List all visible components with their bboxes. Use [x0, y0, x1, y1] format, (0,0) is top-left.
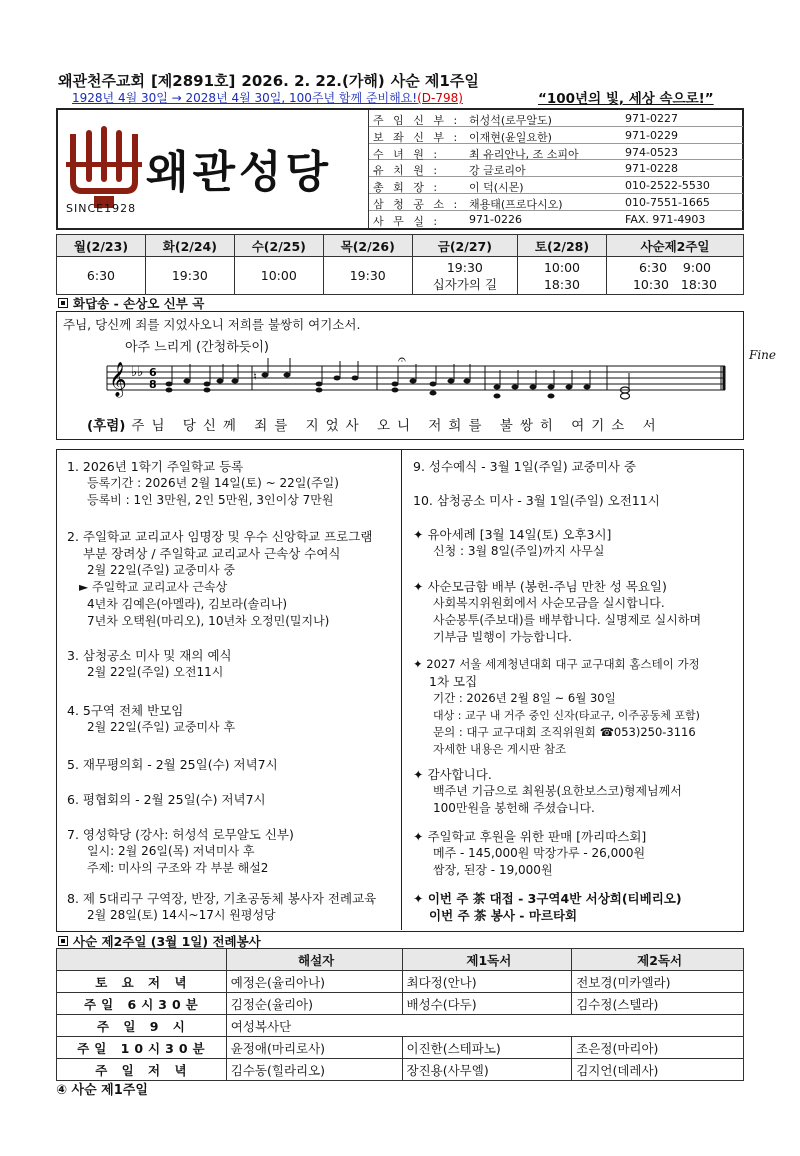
announcement-title: 8. 제 5대리구 구역장, 반장, 기초공동체 봉사자 전례교육 — [67, 891, 377, 906]
announcement-title-cont: 이번 주 茶 봉사 - 마르타회 — [429, 908, 578, 923]
announcement-title: 3. 삼청공소 미사 및 재의 예식 — [67, 648, 232, 663]
logo-since: SINCE1928 — [66, 202, 137, 215]
roster-row — [57, 993, 744, 1015]
announcement-title: 6. 평협회의 - 2월 25일(수) 저녁7시 — [67, 792, 266, 807]
announcement-line: 등록기간 : 2026년 2월 14일(토) ~ 22일(주일) — [87, 476, 339, 490]
parish-name: 왜관천주교회 — [58, 72, 145, 90]
centennial-banner — [72, 89, 463, 106]
treble-clef-icon: 𝄞 — [109, 362, 127, 397]
hymn-label-text: 화답송 - 손상오 신부 곡 — [73, 296, 205, 311]
music-staff — [57, 356, 745, 416]
announcement-line: 기간 : 2026년 2월 8일 ~ 6월 30일 — [433, 691, 616, 705]
checkbox-bullet-icon — [58, 936, 68, 946]
announcement-title: ✦ 이번 주 茶 대접 - 3구역4반 서상희(티베리오) — [413, 891, 682, 906]
announcement-title: 1. 2026년 1학기 주일학교 등록 — [67, 459, 244, 474]
staff-role: 삼 청 공 소 : — [373, 198, 461, 211]
announcement-title: ✦ 감사합니다. — [413, 767, 492, 782]
column-divider — [401, 450, 402, 930]
time-line: 십자가의 길 — [432, 276, 498, 292]
staff-name: 허성석(로무알도) — [469, 114, 552, 127]
announcement-title: ✦ 사순모금함 배부 (봉헌-주님 만찬 성 목요일) — [413, 579, 667, 594]
announcement-line: 2월 28일(토) 14시~17시 원평성당 — [87, 908, 276, 922]
logo-wordmark: 왜관성당 — [146, 147, 333, 198]
roster-row — [57, 1059, 744, 1081]
announcement-item — [67, 791, 266, 808]
motto: “100년의 빛, 세상 속으로!” — [538, 91, 714, 107]
staff-role: 유 치 원 : — [373, 164, 441, 178]
bulletin-title — [58, 70, 485, 91]
time-line: 19:30 — [446, 259, 483, 275]
hymn-fine: Fine — [749, 348, 776, 362]
roster-mass-time: 토 요 저 녁 — [57, 971, 227, 993]
time-line: 10:00 — [543, 259, 580, 275]
staff-name: 이재현(윤일요한) — [469, 130, 552, 144]
staff-role: 수 녀 원 : — [373, 147, 441, 161]
announcement-line: 백주년 기금으로 최원봉(요한보스코)형제님께서 — [433, 784, 682, 798]
staff-role: 사 무 실 : — [373, 214, 441, 228]
announcement-item — [413, 766, 682, 817]
roster-header-row — [57, 949, 744, 971]
schedule-time — [145, 257, 234, 295]
announcement-line: 사순봉투(주보대)를 배부합니다. 실명제로 실시하며 — [433, 613, 702, 627]
church-logo-icon — [64, 124, 144, 212]
announcement-line: 2월 22일(주일) 교중미사 후 — [87, 720, 236, 734]
roster-header: 제2독서 — [572, 949, 744, 971]
centennial-text: 1928년 4월 30일 → 2028년 4월 30일, 100주년 함께 준비해요! — [72, 91, 418, 105]
announcement-subhead: ► 주일학교 교리교사 근속상 — [79, 580, 228, 594]
announcement-title-cont: 1차 모집 — [429, 674, 478, 689]
mass-schedule-table — [56, 234, 744, 295]
staff-row — [369, 127, 743, 144]
announcement-item — [67, 528, 372, 630]
announcement-line: 2월 22일(주일) 오전11시 — [87, 665, 224, 679]
checkbox-bullet-icon — [58, 298, 68, 308]
announcement-item — [413, 828, 646, 879]
schedule-day: 금(2/27) — [412, 235, 517, 257]
staff-directory — [368, 110, 742, 228]
announcement-item — [413, 656, 700, 758]
page-footer: ④ 사순 제1주일 — [56, 1083, 148, 1098]
time-line: 19:30 — [171, 268, 208, 283]
roster-cell: 윤정애(마리로사) — [226, 1037, 402, 1059]
schedule-day: 화(2/24) — [145, 235, 234, 257]
announcement-line: 기부금 빌행이 가능합니다. — [433, 630, 572, 644]
staff-row — [369, 160, 743, 177]
staff-phone: 010-2522-5530 — [625, 179, 710, 193]
hymn-box — [56, 311, 776, 440]
announcement-line: 주제: 미사의 구조와 각 부분 해설2 — [87, 861, 269, 875]
schedule-day: 사순제2주일 — [606, 235, 743, 257]
time-line: 10:30 18:30 — [632, 276, 717, 292]
announcement-item — [67, 647, 232, 681]
church-logo — [58, 110, 368, 228]
announcement-title: 2. 주일학교 교리교사 임명장 및 우수 신앙학교 프로그램 — [67, 529, 373, 544]
roster-cell: 조은정(마리아) — [572, 1037, 744, 1059]
announcement-item — [413, 890, 682, 924]
staff-phone: 974-0523 — [625, 145, 678, 159]
announcement-title-cont: 부분 장려상 / 주일학교 교리교사 근속상 수여식 — [83, 546, 341, 561]
announcement-title: 10. 삼청공소 미사 - 3월 1일(주일) 오전11시 — [413, 493, 660, 508]
schedule-time — [518, 257, 607, 295]
roster-mass-time: 주일 10시30분 — [57, 1037, 227, 1059]
announcement-title: ✦ 주일학교 후원을 위한 판매 [까리따스회] — [413, 829, 647, 844]
announcement-title: ✦ 유아세례 [3월 14일(토) 오후3시] — [413, 527, 612, 542]
church-info-box — [56, 108, 744, 230]
time-line: 19:30 — [349, 268, 386, 283]
staff-row — [369, 211, 743, 228]
natural-sign-icon: ♮ — [253, 370, 257, 383]
svg-text:8: 8 — [149, 378, 157, 391]
staff-phone: 971-0228 — [625, 162, 678, 176]
staff-role: 보 좌 신 부 : — [373, 130, 461, 144]
announcement-line: 문의 : 대구 교구대회 조직위원회 ☎053)250-3116 — [433, 725, 696, 739]
refrain-label: (후렴) — [87, 418, 126, 434]
roster-header: 제1독서 — [402, 949, 572, 971]
roster-cell: 김지언(데레사) — [572, 1059, 744, 1081]
schedule-day: 월(2/23) — [57, 235, 146, 257]
staff-row — [369, 110, 743, 127]
announcement-item — [67, 890, 376, 924]
schedule-time — [412, 257, 517, 295]
roster-cell: 이진한(스테파노) — [402, 1037, 572, 1059]
announcement-item — [67, 756, 278, 773]
staff-row — [369, 144, 743, 161]
svg-text:6: 6 — [149, 366, 157, 379]
announcement-item — [67, 826, 294, 877]
announcement-item — [67, 458, 339, 509]
announcement-line: 등록비 : 1인 3만원, 2인 5만원, 3인이상 7만원 — [87, 493, 334, 507]
roster-cell: 여성복사단 — [226, 1015, 743, 1037]
roster-row — [57, 971, 744, 993]
announcement-line: 100만원을 봉헌해 주셨습니다. — [433, 801, 595, 815]
staff-name: 971-0226 — [469, 212, 522, 226]
roster-row — [57, 1037, 744, 1059]
dday-count: (D-798) — [417, 91, 463, 105]
announcement-line: 자세한 내용은 게시판 참조 — [433, 742, 567, 756]
staff-phone: 010-7551-1665 — [625, 196, 710, 209]
announcement-item — [413, 526, 611, 560]
staff-name: 강 글로리아 — [469, 164, 526, 178]
staff-row — [369, 194, 743, 211]
announcement-title: 7. 영성학당 (강사: 허성석 로무알도 신부) — [67, 827, 294, 842]
staff-name: 최 유리안나, 조 소피아 — [469, 147, 579, 161]
announcement-line: 일시: 2월 26일(목) 저녁미사 후 — [87, 844, 255, 858]
schedule-time — [606, 257, 743, 295]
flat-icon: ♭♭ — [131, 365, 144, 380]
roster-mass-time: 주일 6시30분 — [57, 993, 227, 1015]
service-label-text: 사순 제2주일 (3월 1일) 전례봉사 — [73, 934, 261, 949]
announcements-box — [56, 449, 744, 932]
schedule-time — [234, 257, 323, 295]
announcement-line: 쌈장, 된장 - 19,000원 — [433, 863, 553, 877]
schedule-header-row — [57, 235, 744, 257]
roster-row — [57, 1015, 744, 1037]
fermata-icon: 𝄐 — [398, 356, 406, 368]
lyrics-text: 주님 당신께 죄를 지었사 오니 저희를 불쌍히 여기소 서 — [131, 418, 663, 434]
staff-phone: 971-0229 — [625, 128, 678, 142]
announcement-item — [67, 702, 235, 736]
staff-role: 주 임 신 부 : — [373, 114, 461, 127]
schedule-time — [323, 257, 412, 295]
roster-header: 해설자 — [226, 949, 402, 971]
schedule-day: 목(2/26) — [323, 235, 412, 257]
service-roster-table — [56, 948, 744, 1081]
roster-cell: 김수정(스텔라) — [572, 993, 744, 1015]
announcement-line: 사회복지위원회에서 사순모금을 실시합니다. — [433, 596, 665, 610]
announcement-line: 4년차 김예은(아멜라), 김보라(솔리나) — [87, 597, 288, 611]
announcement-title: ✦ 2027 서울 세계청년대회 대구 교구대회 홈스테이 가정 — [413, 657, 700, 671]
roster-cell: 김정순(율리아) — [226, 993, 402, 1015]
announcement-item — [413, 578, 701, 646]
time-line: 10:00 — [260, 268, 297, 283]
announcement-line: 7년차 오택원(마리오), 10년차 오정민(밀지나) — [87, 614, 330, 628]
time-line: 18:30 — [543, 276, 580, 292]
announcement-line: 2월 22일(주일) 교중미사 중 — [87, 563, 236, 577]
hymn-lyrics — [87, 414, 663, 434]
notes-group — [166, 373, 591, 399]
announcement-line: 대상 : 교구 내 거주 중인 신자(타교구, 이주공동체 포함) — [433, 709, 700, 722]
announcement-line: 메주 - 145,000원 막장가루 - 26,000원 — [433, 846, 646, 860]
roster-mass-time: 주 일 저 녁 — [57, 1059, 227, 1081]
roster-mass-time: 주 일 9 시 — [57, 1015, 227, 1037]
roster-header — [57, 949, 227, 971]
schedule-day: 토(2/28) — [518, 235, 607, 257]
time-line: 6:30 — [86, 268, 115, 283]
liturgical-season: 사순 제1주일 — [390, 72, 479, 90]
roster-cell: 장진용(사무엘) — [402, 1059, 572, 1081]
roster-cell: 배성수(다두) — [402, 993, 572, 1015]
roster-cell: 예정은(율리아나) — [226, 971, 402, 993]
staff-name: 이 덕(시몬) — [469, 181, 524, 195]
issue-date: 2026. 2. 22.(가해) — [241, 72, 385, 90]
time-line: 6:30 9:00 — [638, 259, 711, 275]
hymn-text: 주님, 당신께 죄를 지었사오니 저희를 불쌍히 여기소서. — [63, 317, 361, 332]
announcement-title: 5. 재무평의회 - 2월 25일(수) 저녁7시 — [67, 757, 278, 772]
announcement-item — [413, 492, 660, 509]
schedule-time-row — [57, 257, 744, 295]
staff-row — [369, 177, 743, 194]
staff-role: 총 회 장 : — [373, 181, 441, 195]
staff-name: 채용태(프로다시오) — [469, 198, 563, 211]
announcement-line: 신청 : 3월 8일(주일)까지 사무실 — [433, 544, 605, 558]
roster-cell: 전보경(미카엘라) — [572, 971, 744, 993]
announcement-item — [413, 458, 636, 475]
roster-cell: 김수동(힐라리오) — [226, 1059, 402, 1081]
announcement-title: 4. 5구역 전체 반모임 — [67, 703, 184, 718]
staff-phone: FAX. 971-4903 — [625, 212, 706, 226]
issue-number: [제2891호] — [150, 72, 236, 90]
hymn-section-label — [58, 294, 204, 312]
schedule-day: 수(2/25) — [234, 235, 323, 257]
staff-phone: 971-0227 — [625, 112, 678, 125]
schedule-time — [57, 257, 146, 295]
roster-cell: 최다정(안나) — [402, 971, 572, 993]
hymn-tempo: 아주 느리게 (간청하듯이) — [125, 340, 269, 355]
announcement-title: 9. 성수예식 - 3월 1일(주일) 교중미사 중 — [413, 459, 636, 474]
